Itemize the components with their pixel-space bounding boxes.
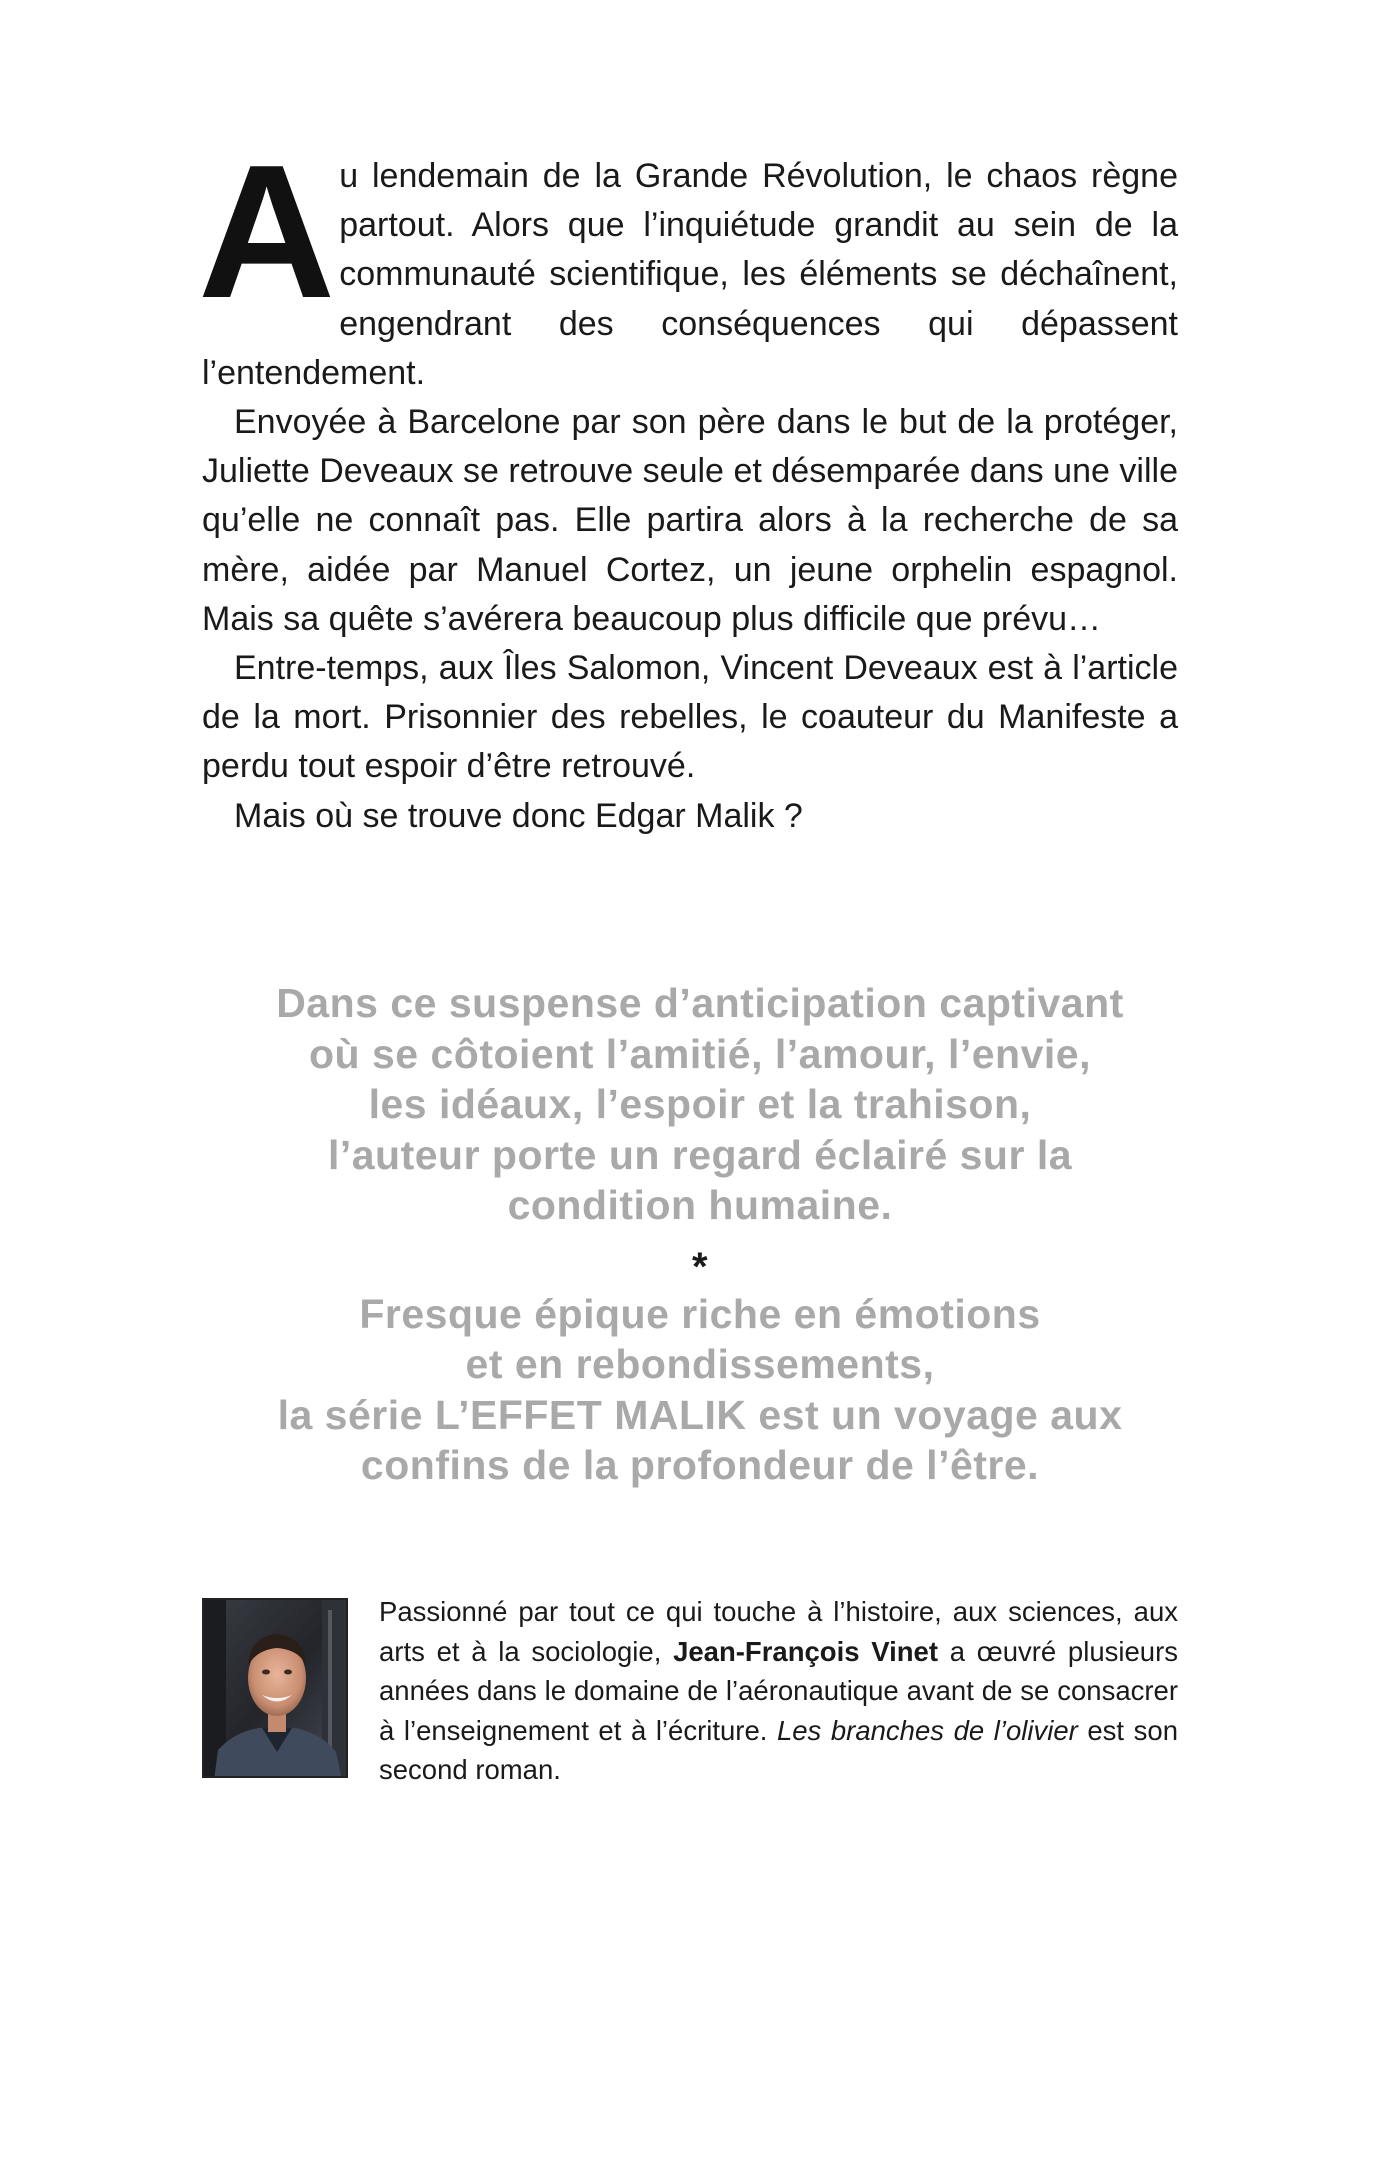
blurb-line: confins de la profondeur de l’être.	[360, 1442, 1040, 1488]
drop-cap: A	[198, 126, 330, 338]
author-photo	[202, 1598, 348, 1778]
blurb	[150, 978, 1250, 1491]
synopsis-paragraph-2: Envoyée à Barcelone par son père dans le but de la protéger, Juliette Deveaux se retrouve seule et désemparée dans une ville qu’elle ne connaît pas. Elle partira alors à la recherche de sa mère, aidée par Manuel Cortez, un jeune orphelin espagnol. Mais sa quête s’avérera beaucoup plus difficile que prévu…	[202, 403, 1178, 638]
blurb-line: les idéaux, l’espoir et la trahison,	[368, 1081, 1032, 1127]
blurb-separator: *	[691, 1244, 709, 1289]
blurb-line: la série L’EFFET MALIK est un voyage aux	[277, 1391, 1123, 1438]
synopsis	[198, 126, 1178, 841]
blurb-line: l’auteur porte un regard éclairé sur la	[327, 1131, 1073, 1178]
synopsis-paragraph-1	[198, 126, 1178, 398]
author-bio	[379, 1592, 1178, 1790]
book-title: Les branches de l’olivier	[776, 1714, 1078, 1746]
synopsis-paragraph-1-text: u lendemain de la Grande Révolution, le chaos règne partout. Alors que l’inquiétude grandit au sein de la communauté scientifique, les éléments se déchaînent, engendrant des conséquences qui dépassent l’entendement.	[202, 157, 1178, 392]
blurb-line: Dans ce suspense d’anticipation captivant	[276, 980, 1124, 1026]
blurb-line: condition humaine.	[507, 1182, 893, 1228]
blurb-line: et en rebondissements,	[465, 1341, 935, 1387]
synopsis-paragraph-3: Entre-temps, aux Îles Salomon, Vincent Deveaux est à l’article de la mort. Prisonnier des rebelles, le coauteur du Manifeste a perdu tout espoir d’être retrouvé.	[202, 649, 1178, 786]
synopsis-paragraph-4: Mais où se trouve donc Edgar Malik ?	[234, 796, 803, 835]
bio-text: a œuvré plusieurs années dans le domaine de l’aéronautique avant de se consacrer à l’enseignement et à l’écriture.	[379, 1635, 1178, 1746]
blurb-line: Fresque épique riche en émotions	[359, 1290, 1041, 1337]
blurb-line: où se côtoient l’amitié, l’amour, l’envie,	[309, 1030, 1091, 1077]
author-name: Jean-François Vinet	[673, 1635, 938, 1667]
bio-text: Passionné par tout ce qui touche à l’histoire, aux sciences, aux arts et à la sociologie,	[379, 1596, 1178, 1667]
bio-text: est son second roman.	[379, 1714, 1178, 1785]
